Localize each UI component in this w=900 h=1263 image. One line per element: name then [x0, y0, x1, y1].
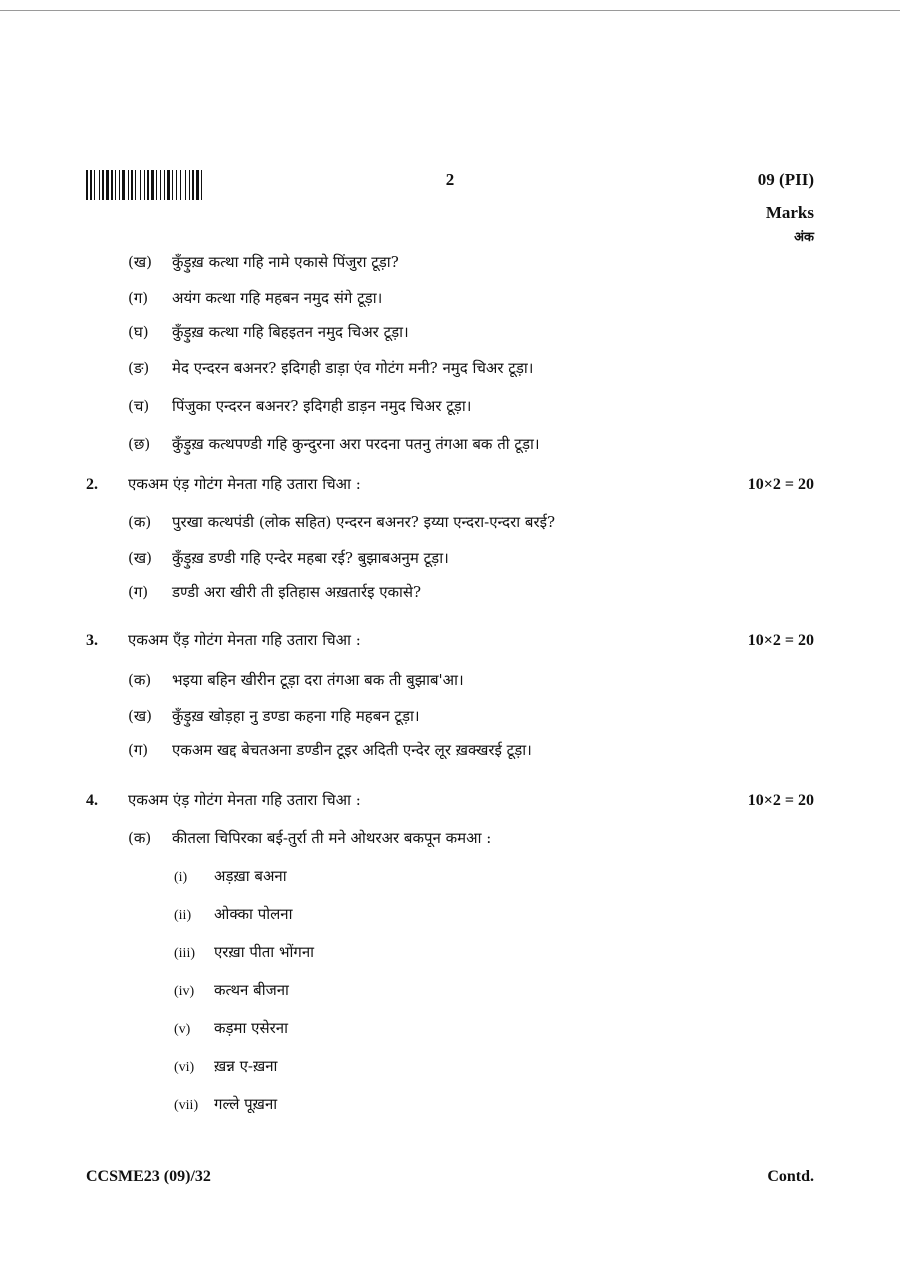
marks-heading-hindi: अंक: [794, 230, 814, 245]
paper-code: 09 (PII): [757, 170, 814, 189]
item-text: कुँड़ुख़ खोड़हा नु डण्डा कहना गहि महबन टूड़ा।: [172, 707, 420, 725]
question-item: [128, 828, 491, 848]
sub-item-text: अड़ख़ा बअना: [214, 867, 287, 885]
question-item: [128, 670, 464, 690]
sub-item: [174, 942, 314, 962]
item-label: (ख): [128, 707, 152, 725]
sub-item-label: (v): [174, 1022, 191, 1037]
item-text: कुँड़ुख़ कत्था गहि नामे एकासे पिंजुरा टूड़ा?: [172, 253, 399, 271]
item-label: (ग): [128, 289, 149, 307]
sub-item-label: (vii): [174, 1098, 199, 1113]
item-label: (ग): [128, 583, 149, 601]
intro-item: [128, 434, 540, 454]
sub-item-label: (iv): [174, 984, 195, 999]
footer-continued: Contd.: [767, 1168, 814, 1185]
question-marks: 10×2 = 20: [747, 476, 814, 493]
sub-item: [174, 1094, 277, 1114]
item-label: (क): [128, 513, 152, 531]
intro-item: [128, 358, 533, 378]
question-number: 4.: [86, 792, 98, 809]
sub-item-text: एरख़ा पीता भोंगना: [214, 943, 315, 961]
item-label: (घ): [128, 323, 149, 341]
sub-item-label: (iii): [174, 946, 195, 961]
question-text: एकअम एंड़ गोटंग मेनता गहि उतारा चिआ :: [128, 475, 361, 493]
intro-item: [128, 288, 382, 308]
question-item: [128, 548, 449, 568]
sub-item-text: ख़न्न ए-ख़ना: [214, 1057, 278, 1075]
question-number: 2.: [86, 476, 98, 493]
sub-item-label: (vi): [174, 1060, 195, 1075]
item-label: (ख): [128, 253, 152, 271]
sub-item: [174, 1056, 277, 1076]
item-text: कुँड़ुख़ डण्डी गहि एन्देर महबा रई? बुझाबअनुम टूड़ा।: [172, 549, 449, 567]
question-marks: 10×2 = 20: [747, 632, 814, 649]
item-text: कुँड़ुख़ कत्थपण्डी गहि कुन्दुरना अरा परदना पतनु तंगआ बक ती टूड़ा।: [172, 435, 540, 453]
page-number: 2: [445, 170, 455, 189]
item-text: अयंग कत्था गहि महबन नमुद संगे टूड़ा।: [172, 289, 383, 307]
item-label: (क): [128, 829, 152, 847]
item-label: (ख): [128, 549, 152, 567]
item-text: कुँड़ुख़ कत्था गहि बिहइतन नमुद चिअर टूड़ा।: [172, 323, 409, 341]
top-rule: [0, 10, 900, 11]
item-label: (छ): [128, 435, 151, 453]
sub-item: [174, 866, 287, 886]
item-label: (ग): [128, 741, 149, 759]
sub-item: [174, 980, 289, 1000]
item-label: (क): [128, 671, 152, 689]
question-item: [128, 740, 532, 760]
item-label: (च): [128, 397, 150, 415]
item-text: एकअम खद्द बेचतअना डण्डीन टूइर अदिती एन्देर लूर ख़क्खरई टूड़ा।: [172, 741, 532, 759]
question-text: एकअम एँड़ गोटंग मेनता गहि उतारा चिआ :: [128, 631, 361, 649]
question-item: [128, 512, 555, 532]
item-text: पुरखा कत्थपंडी (लोक सहित) एन्दरन बअनर? इय्या एन्दरा-एन्दरा बरई?: [172, 513, 556, 531]
sub-item-text: कत्थन बीजना: [214, 981, 289, 999]
intro-item: [128, 322, 409, 342]
intro-item: [128, 396, 471, 416]
intro-item: [128, 252, 399, 272]
sub-item-text: गल्ले पूख़ना: [214, 1095, 278, 1113]
item-text: डण्डी अरा खीरी ती इतिहास अख़तार्रइ एकासे?: [172, 583, 422, 601]
item-text: कीतला चिपिरका बई-तुर्रा ती मने ओथरअर बकपून कमआ :: [172, 829, 492, 847]
item-label: (ङ): [128, 359, 150, 377]
question-marks: 10×2 = 20: [747, 792, 814, 809]
question-item: [128, 706, 420, 726]
sub-item-text: कड़मा एसेरना: [214, 1019, 288, 1037]
marks-heading-english: Marks: [765, 203, 814, 222]
sub-item-label: (i): [174, 870, 188, 885]
sub-item: [174, 1018, 288, 1038]
sub-item: [174, 904, 292, 924]
question-text: एकअम एंड़ गोटंग मेनता गहि उतारा चिआ :: [128, 791, 361, 809]
item-text: पिंजुका एन्दरन बअनर? इदिगही डाड़न नमुद चिअर टूड़ा।: [172, 397, 472, 415]
item-text: मेद एन्दरन बअनर? इदिगही डाड़ा एंव गोटंग मनी? नमुद चिअर टूड़ा।: [172, 359, 534, 377]
barcode-image: [86, 170, 260, 200]
sub-item-text: ओक्का पोलना: [214, 905, 293, 923]
question-item: [128, 582, 421, 602]
sub-item-label: (ii): [174, 908, 192, 923]
item-text: भइया बहिन खीरीन टूड़ा दरा तंगआ बक ती बुझाब'आ।: [172, 671, 464, 689]
footer-paper-code: CCSME23 (09)/32: [86, 1168, 211, 1185]
question-number: 3.: [86, 632, 98, 649]
